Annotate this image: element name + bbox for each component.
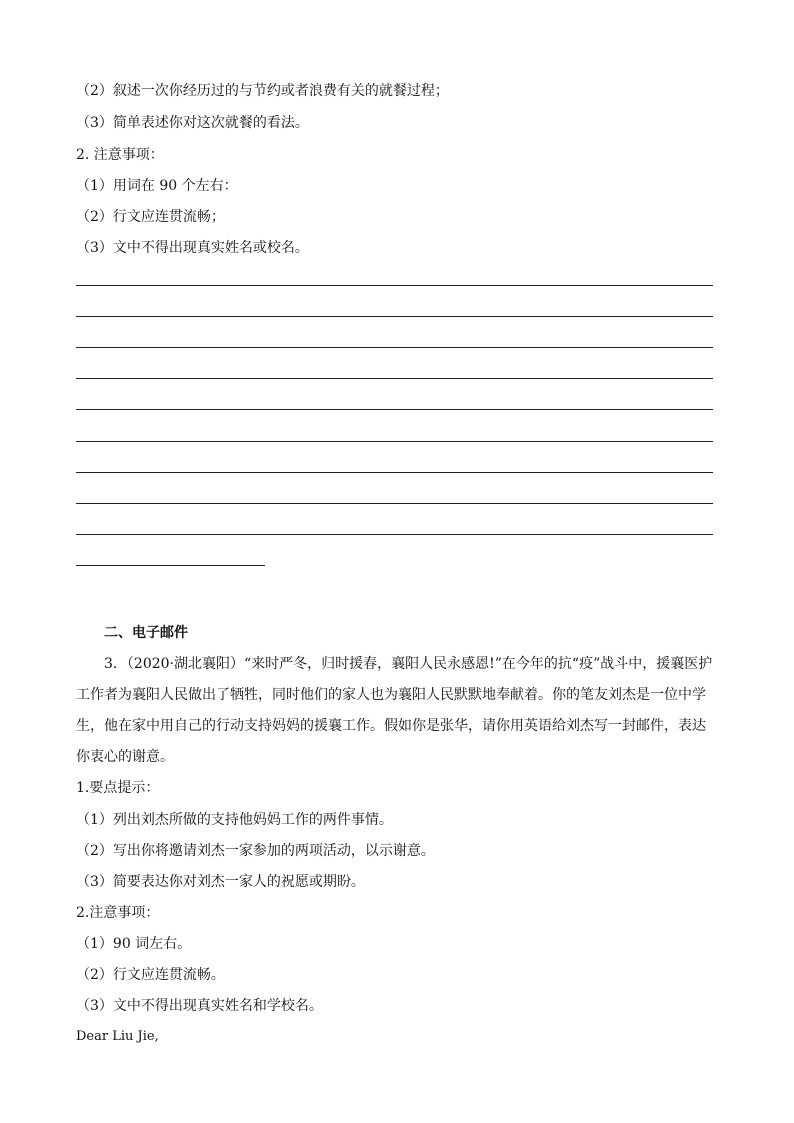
note-item-1: （1）用词在 90 个左右： <box>76 178 238 194</box>
writing-line <box>76 378 713 379</box>
question-prompt: 3．（2020·湖北襄阳）“来时严冬，归时援春，襄阳人民永感恩!”在今年的抗“疫”战斗中，援襄医护工作者为襄阳人民做出了牺牲，同时他们的家人也为襄阳人民默默地奉献着。你的笔友刘杰是一位中学生，他在家中用自己的行动支持妈妈的援襄工作。假如你是张华，请你用英语给刘杰写一封邮件，表达你衷心的谢意。 <box>76 656 713 765</box>
writing-line <box>76 503 713 504</box>
section-heading: 二、电子邮件 <box>104 625 188 641</box>
point-item-1: （1）列出刘杰所做的支持他妈妈工作的两件事情。 <box>76 812 393 828</box>
writing-line <box>76 285 713 286</box>
requirement-item-2: （2）叙述一次你经历过的与节约或者浪费有关的就餐过程； <box>76 83 449 99</box>
points-title: 1.要点提示： <box>76 780 160 796</box>
writing-line <box>76 534 713 535</box>
note2-item-2: （2）行文应连贯流畅。 <box>76 967 225 983</box>
notes-title-2: 2.注意事项： <box>76 905 160 921</box>
writing-line <box>76 347 713 348</box>
writing-line <box>76 316 713 317</box>
notes-title: 2. 注意事项： <box>76 147 164 163</box>
writing-line <box>76 441 713 442</box>
writing-line-short <box>76 565 265 566</box>
note2-item-1: （1）90 词左右。 <box>76 936 192 952</box>
point-item-3: （3）简要表达你对刘杰一家人的祝愿或期盼。 <box>76 874 365 890</box>
note2-item-3: （3）文中不得出现真实姓名和学校名。 <box>76 998 323 1014</box>
requirement-item-3: （3）简单表述你对这次就餐的看法。 <box>76 115 309 131</box>
letter-salutation: Dear Liu Jie, <box>76 1029 159 1044</box>
note-item-2: （2）行文应连贯流畅； <box>76 209 225 225</box>
note-item-3: （3）文中不得出现真实姓名或校名。 <box>76 240 309 256</box>
writing-line <box>76 472 713 473</box>
point-item-2: （2）写出你将邀请刘杰一家参加的两项活动，以示谢意。 <box>76 843 435 859</box>
writing-line <box>76 409 713 410</box>
